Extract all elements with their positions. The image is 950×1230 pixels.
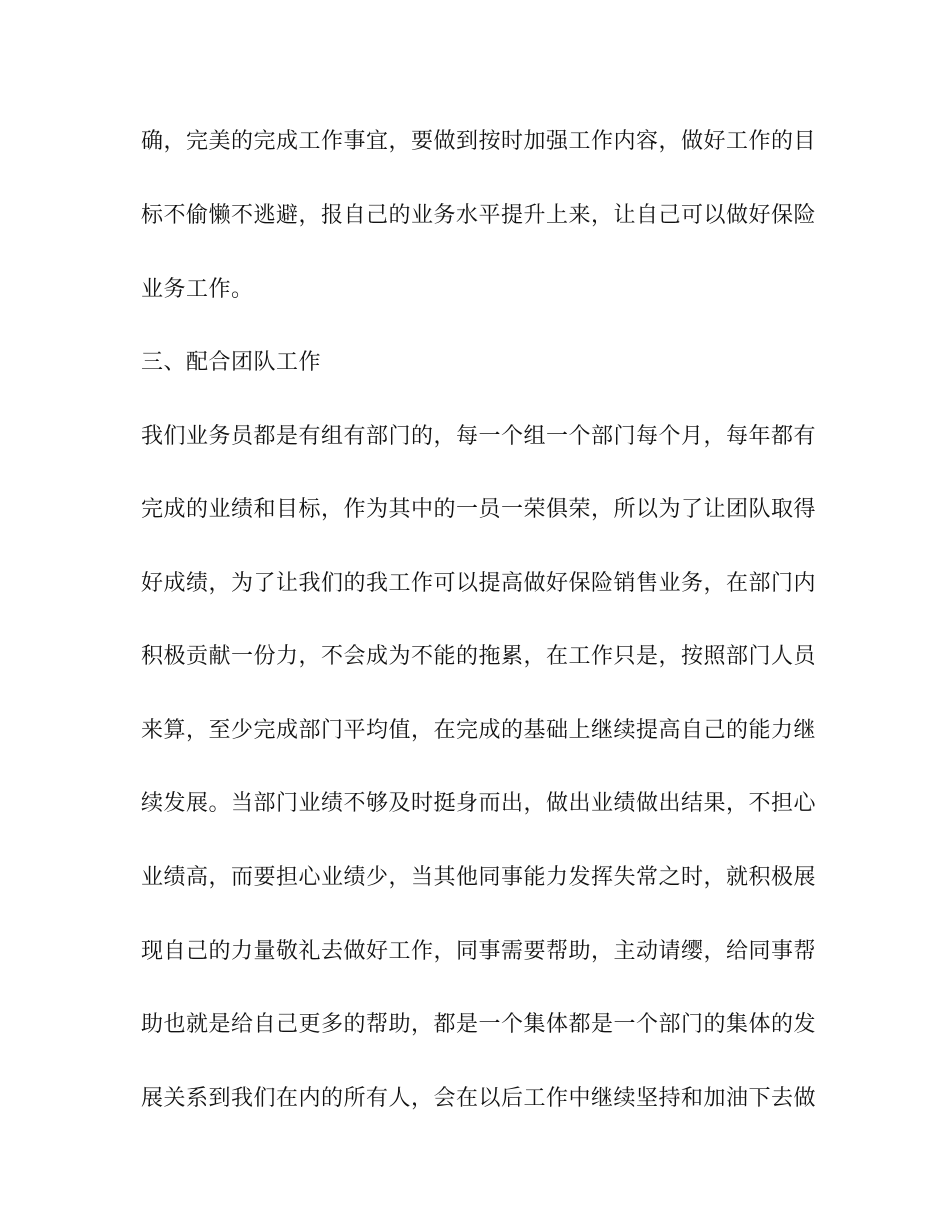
text-line-2: 标不偷懒不逃避，报自己的业务水平提升上来，让自己可以做好保险 [141, 203, 817, 228]
text-line-3: 业务工作。 [141, 277, 254, 302]
text-line-13: 助也就是给自己更多的帮助，都是一个集体都是一个部门的集体的发 [141, 1012, 817, 1037]
text-line-12: 现自己的力量敬礼去做好工作，同事需要帮助，主动请缨，给同事帮 [141, 939, 817, 964]
text-line-5: 我们业务员都是有组有部门的，每一个组一个部门每个月，每年都有 [141, 424, 817, 449]
text-line-7: 好成绩，为了让我们的我工作可以提高做好保险销售业务，在部门内 [141, 571, 817, 596]
text-line-9: 来算，至少完成部门平均值，在完成的基础上继续提高自己的能力继 [141, 718, 817, 743]
section-heading: 三、配合团队工作 [141, 350, 322, 375]
text-line-14: 展关系到我们在内的所有人，会在以后工作中继续坚持和加油下去做 [141, 1086, 817, 1111]
text-line-6: 完成的业绩和目标，作为其中的一员一荣俱荣，所以为了让团队取得 [141, 497, 817, 522]
text-line-1: 确，完美的完成工作事宜，要做到按时加强工作内容，做好工作的目 [141, 129, 817, 154]
text-line-8: 积极贡献一份力，不会成为不能的拖累，在工作只是，按照部门人员 [141, 644, 817, 669]
text-line-10: 续发展。当部门业绩不够及时挺身而出，做出业绩做出结果，不担心 [141, 791, 817, 816]
text-line-11: 业绩高，而要担心业绩少，当其他同事能力发挥失常之时，就积极展 [141, 865, 817, 890]
